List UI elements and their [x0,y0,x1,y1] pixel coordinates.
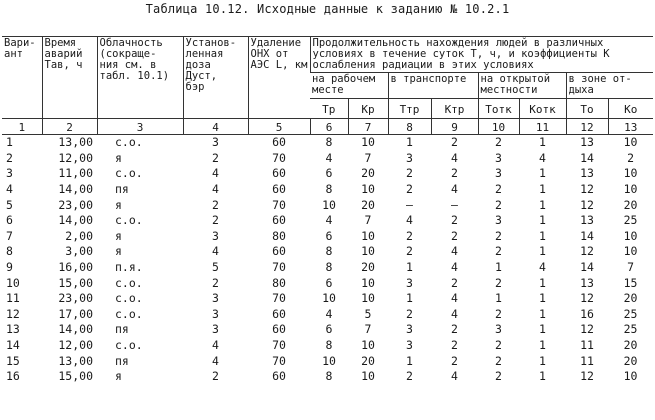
table-cell: 70 [272,291,286,306]
table-cell: 13,00 [58,353,93,368]
header-variant: Вари- ант [2,37,42,119]
table-cell: 1 [406,291,413,306]
table-cell: 60 [272,182,286,197]
table-cell: 4 [451,291,458,306]
table-cell: 12,00 [58,150,93,165]
table-cell: 10 [361,291,375,306]
table-cell: 14 [6,338,20,353]
table-cell: 14,00 [58,182,93,197]
column-number: 1 [2,119,42,135]
table-cell: 8 [325,182,333,197]
table-cell: 4 [212,244,219,259]
table-cell: 60 [272,306,286,321]
table-cell: 3 [495,150,502,165]
table-cell: 20 [623,197,638,212]
table-cell: я [115,369,122,384]
table-cell: 20 [623,353,638,368]
table-row [2,182,653,198]
table-cell: 10 [361,244,375,259]
table-cell: 12 [580,322,594,337]
table-cell: я [115,244,122,259]
header-code: Ктр [431,99,478,119]
table-cell: 70 [272,353,286,368]
table-cell: 2 [406,166,413,181]
table-cell: 1 [539,228,546,243]
table-cell: 25 [623,322,638,337]
table-cell: 12 [580,197,594,212]
table-cell: 2 [406,228,413,243]
table-cell: пя [115,182,129,197]
table-cell: 8 [6,244,13,259]
table-cell: 3 [406,150,413,165]
table-cell: 3 [6,166,13,181]
table-cell: 13,00 [58,135,93,150]
header-code: Ко [608,99,653,119]
table-cell: – [406,197,413,212]
table-cell: 2 [451,135,458,150]
table-cell: 70 [272,338,286,353]
column-number: 10 [478,119,519,135]
table-cell: 4 [6,182,13,197]
table-row [2,197,653,213]
table-cell: 11 [6,291,20,306]
table-cell: с.о. [115,306,143,321]
table-cell: 5 [212,260,219,275]
table-cell: 23,00 [58,197,93,212]
table-cell: 2 [495,338,502,353]
table-cell: 20 [623,338,638,353]
table-cell: 3 [406,275,413,290]
table-cell: 1 [539,306,546,321]
table-cell: 60 [272,244,286,259]
table-row [2,369,653,385]
table-cell: 25 [623,213,638,228]
table-cell: 1 [539,322,546,337]
table-cell: 8 [325,260,333,275]
table-cell: с.о. [115,135,143,150]
table-cell: 1 [539,213,546,228]
table-cell: 1 [406,353,413,368]
column-number: 13 [608,119,653,135]
table-cell: 60 [272,166,286,181]
table-cell: 15 [623,275,638,290]
table-cell: с.о. [115,291,143,306]
table-cell: 4 [406,213,413,228]
table-cell: 2 [495,275,502,290]
column-number: 6 [310,119,348,135]
header-code: То [566,99,608,119]
table-cell: 20 [361,260,375,275]
table-cell: 7 [6,228,13,243]
header-cloudiness: Облачность (сокраще- ния см. в табл. 10.1) [97,37,183,119]
table-cell: 11 [580,338,594,353]
table-cell: 12 [6,306,20,321]
table-cell: 6 [325,166,333,181]
table-cell: 3 [406,322,413,337]
table-cell: 1 [406,135,413,150]
header-set-dose: Установ- ленная доза Дуст, бэр [183,37,248,119]
table-cell: 15 [6,353,20,368]
column-number: 9 [431,119,478,135]
table-cell: 2,00 [65,228,93,243]
column-number: 2 [42,119,97,135]
table-row [2,275,653,291]
table-cell: я [115,150,122,165]
table-cell: 17,00 [58,306,93,321]
table-cell: 10 [361,182,375,197]
header-transport: в транспорте [388,73,478,99]
column-number: 5 [248,119,310,135]
column-number: 8 [388,119,431,135]
table-cell: 4 [325,213,333,228]
table-title: Таблица 10.12. Исходные данные к заданию № 10.2.1 [145,2,510,16]
header-distance: Удаление ОНХ от АЭС L, км [248,37,310,119]
table-cell: 23,00 [58,291,93,306]
table-cell: с.о. [115,213,143,228]
header-code: Котк [519,99,566,119]
table-cell: 13 [580,135,594,150]
table-cell: 2 [495,353,502,368]
table-cell: 3 [212,135,219,150]
table-cell: 2 [627,150,634,165]
table-cell: 2 [451,353,458,368]
table-cell: 20 [361,197,375,212]
table-cell: 7 [364,150,372,165]
table-cell: 11,00 [58,166,93,181]
column-number: 3 [97,119,183,135]
table-cell: 4 [212,353,219,368]
table-cell: 1 [539,135,546,150]
table-cell: 10 [623,244,638,259]
table-cell: 8 [325,244,333,259]
table-cell: 2 [406,244,413,259]
table-cell: 4 [451,182,458,197]
table-cell: 3 [495,322,502,337]
table-cell: 2 [451,228,458,243]
table-cell: 2 [406,369,413,384]
table-cell: 4 [451,150,458,165]
table-cell: 10 [623,228,638,243]
table-cell: 1 [539,197,546,212]
table-row [2,135,653,151]
header-group-duration: Продолжительность нахождения людей в различных условиях в течение суток Т, ч, и коэффициенты К ослабления радиации в этих условиях [310,37,653,73]
table-cell: 4 [212,182,219,197]
table-cell: 13 [6,322,20,337]
table-cell: 1 [406,260,413,275]
table-cell: 3 [212,322,219,337]
header-code: Тотк [478,99,519,119]
table-cell: 2 [495,182,502,197]
table-cell: 10 [6,275,20,290]
table-cell: 60 [272,135,286,150]
column-number: 7 [348,119,388,135]
table-cell: 13 [580,166,594,181]
source-data-table [2,36,653,385]
table-cell: 2 [212,213,219,228]
table-cell: 2 [212,197,219,212]
table-cell: 20 [623,291,638,306]
table-cell: 3 [212,306,219,321]
table-cell: с.о. [115,166,143,181]
table-cell: 5 [6,197,13,212]
table-row [2,291,653,307]
table-cell: 2 [451,338,458,353]
table-row [2,338,653,354]
table-cell: 2 [495,244,502,259]
header-code: Тр [310,99,348,119]
header-workplace: на рабочем месте [310,73,388,99]
table-cell: 4 [539,260,546,275]
table-cell: 1 [539,353,546,368]
table-cell: 80 [272,275,286,290]
table-cell: 2 [451,275,458,290]
table-cell: 10 [361,338,375,353]
table-cell: 3 [495,213,502,228]
table-cell: 11 [580,353,594,368]
table-cell: 10 [322,291,336,306]
table-row [2,322,653,338]
table-cell: 4 [451,306,458,321]
table-cell: 15,00 [58,369,93,384]
table-cell: 1 [539,338,546,353]
table-cell: 1 [495,291,502,306]
table-cell: 10 [623,135,638,150]
column-number: 11 [519,119,566,135]
table-cell: пя [115,353,129,368]
table-cell: 3 [495,166,502,181]
table-row [2,151,653,167]
table-cell: 13 [580,213,594,228]
table-cell: 7 [364,322,372,337]
table-row [2,229,653,245]
table-row [2,260,653,276]
table-cell: 1 [495,260,502,275]
table-cell: 4 [451,369,458,384]
table-cell: 3 [212,291,219,306]
table-cell: 10 [361,228,375,243]
table-cell: 6 [325,275,333,290]
table-cell: 6 [6,213,13,228]
table-cell: 10 [361,135,375,150]
table-cell: 1 [539,166,546,181]
table-cell: 4 [212,338,219,353]
table-cell: 14,00 [58,322,93,337]
table-cell: 60 [272,322,286,337]
table-cell: 10 [623,182,638,197]
table-cell: 4 [539,150,546,165]
table-cell: 25 [623,306,638,321]
table-cell: с.о. [115,275,143,290]
table-cell: 60 [272,213,286,228]
table-cell: 4 [451,260,458,275]
table-cell: 1 [539,244,546,259]
table-cell: 2 [212,369,219,384]
table-cell: 14,00 [58,213,93,228]
table-row [2,307,653,323]
table-cell: 2 [451,213,458,228]
table-cell: 1 [539,275,546,290]
table-cell: 70 [272,260,286,275]
table-cell: 8 [325,135,333,150]
table-cell: 14 [580,150,594,165]
table-cell: 7 [364,213,372,228]
table-cell: 2 [495,197,502,212]
table-cell: 10 [322,353,336,368]
table-cell: 1 [539,182,546,197]
table-cell: 5 [364,306,372,321]
table-cell: я [115,228,122,243]
table-cell: 4 [212,166,219,181]
table-cell: 10 [623,369,638,384]
table-cell: 70 [272,150,286,165]
table-cell: 10 [322,197,336,212]
table-cell: 20 [361,353,375,368]
table-cell: п.я. [115,260,143,275]
table-cell: 15,00 [58,275,93,290]
table-cell: 4 [325,150,333,165]
table-cell: 60 [272,369,286,384]
table-body [2,135,653,385]
table-cell: 70 [272,197,286,212]
table-row [2,244,653,260]
table-cell: 6 [325,322,333,337]
table-cell: 1 [6,135,13,150]
table-cell: 2 [495,135,502,150]
table-cell: 16 [580,306,594,321]
table-cell: 14 [580,228,594,243]
table-cell: 80 [272,228,286,243]
table-cell: 2 [495,306,502,321]
table-cell: 2 [212,150,219,165]
table-cell: 9 [6,260,13,275]
table-row [2,166,653,182]
table-cell: 7 [627,260,634,275]
table-cell: 10 [361,369,375,384]
table-cell: 3 [406,338,413,353]
table-cell: 1 [539,369,546,384]
table-cell: 8 [325,338,333,353]
table-cell: 2 [406,182,413,197]
table-cell: 2 [212,275,219,290]
header-open-area: на открытой местности [478,73,566,99]
table-cell: 12 [580,291,594,306]
table-cell: 2 [451,322,458,337]
table-cell: 14 [580,260,594,275]
table-cell: 3 [212,228,219,243]
table-cell: 6 [325,228,333,243]
table-cell: 10 [361,275,375,290]
table-cell: 20 [361,166,375,181]
table-row [2,353,653,369]
header-accident-time: Время аварий Тав, ч [42,37,97,119]
table-cell: я [115,197,122,212]
header-rest-zone: в зоне от- дыха [566,73,653,99]
table-cell: 8 [325,369,333,384]
table-cell: 13 [580,275,594,290]
table-cell: 1 [539,291,546,306]
table-cell: 16 [6,369,20,384]
table-cell: 2 [495,369,502,384]
table-cell: 12 [580,244,594,259]
table-cell: 2 [406,306,413,321]
table-cell: 2 [495,228,502,243]
table-cell: 2 [6,150,13,165]
column-number: 12 [566,119,608,135]
header-code: Кр [348,99,388,119]
table-cell: 2 [451,166,458,181]
table-row [2,213,653,229]
header-code: Ттр [388,99,431,119]
column-number-row [2,119,653,135]
table-cell: 4 [325,306,333,321]
table-cell: 12,00 [58,338,93,353]
table-cell: – [451,197,458,212]
table-cell: 12 [580,369,594,384]
table-cell: с.о. [115,338,143,353]
table-cell: 3,00 [65,244,93,259]
table-cell: пя [115,322,129,337]
table-cell: 12 [580,182,594,197]
column-number: 4 [183,119,248,135]
table-cell: 16,00 [58,260,93,275]
table-cell: 10 [623,166,638,181]
table-cell: 4 [451,244,458,259]
